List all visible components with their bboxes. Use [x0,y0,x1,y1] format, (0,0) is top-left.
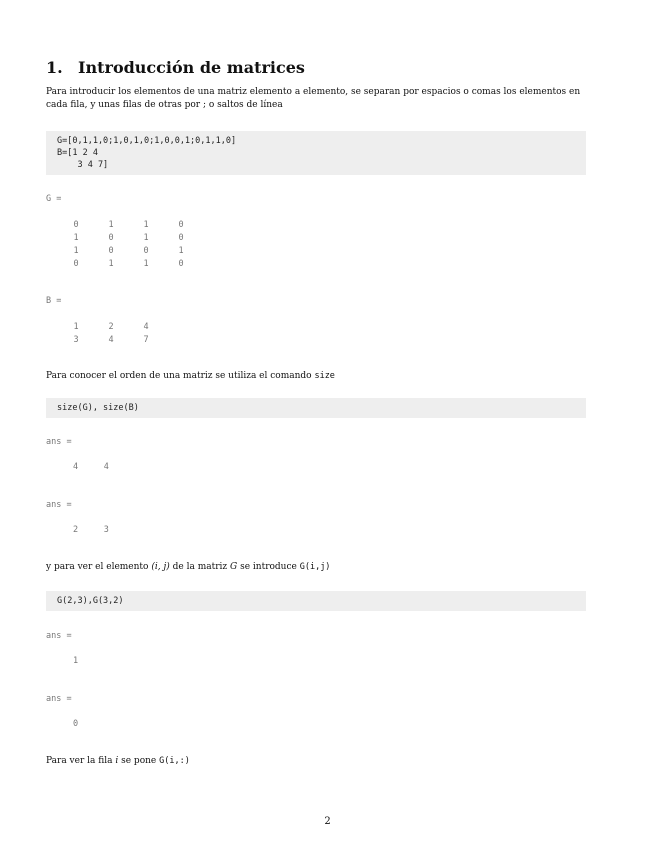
page-number: 2 [324,816,331,827]
row-text-a: Para ver la fila [46,756,113,766]
output-label-G: G = [46,194,62,204]
element-text-c: se introduce [240,562,297,572]
ans-label-3: ans = [46,631,72,641]
matrix-cell: 7 [143,335,149,345]
size-command: size [314,371,335,381]
element-text-b: de la matriz [172,562,228,572]
matrix-cell: 1 [143,259,149,269]
ans-label-4: ans = [46,694,72,704]
matrix-cell: 0 [143,246,149,256]
ans-label-1: ans = [46,437,72,447]
matrix-cell: 0 [73,259,79,269]
matrix-cell: 1 [108,220,114,230]
code-block-matrices: G=[0,1,1,0;1,0,1,0;1,0,0,1;0,1,1,0] B=[1 2 4 3 4 7] [46,131,586,175]
row-var: i [115,756,119,766]
row-command: G(i,:) [159,756,190,766]
element-math: (i, j) [151,562,170,572]
size-paragraph [46,370,586,383]
ans-values-4: 0 [73,719,79,729]
size-text: Para conocer el orden de una matriz se utiliza el comando [46,371,312,381]
matrix-cell: 4 [143,322,149,332]
element-command: G(i,j) [299,562,331,572]
section-number: 1. [46,58,63,77]
matrix-cell: 1 [73,322,79,332]
matrix-cell: 1 [143,220,149,230]
output-label-B: B = [46,296,62,306]
matrix-cell: 1 [73,246,79,256]
matrix-cell: 0 [108,233,114,243]
ans-values-2: 2 3 [73,525,109,535]
code-block-size: size(G), size(B) [46,398,586,418]
matrix-cell: 0 [178,233,184,243]
ans-label-2: ans = [46,500,72,510]
matrix-cell: 4 [108,335,114,345]
document-page [46,0,586,848]
element-var: G [230,562,238,572]
element-paragraph [46,561,586,574]
matrix-cell: 1 [178,246,184,256]
matrix-cell: 0 [178,220,184,230]
matrix-cell: 2 [108,322,114,332]
ans-values-1: 4 4 [73,462,109,472]
matrix-cell: 1 [108,259,114,269]
row-text-b: se pone [121,756,157,766]
matrix-cell: 1 [143,233,149,243]
code-block-element: G(2,3),G(3,2) [46,591,586,611]
element-text-a: y para ver el elemento [46,562,149,572]
matrix-cell: 1 [73,233,79,243]
intro-paragraph: Para introducir los elementos de una matriz elemento a elemento, se separan por espacios o comas los elementos en cada fila, y unas filas de otras por ; o saltos de línea [46,87,581,110]
row-paragraph [46,755,586,768]
ans-values-3: 1 [73,656,79,666]
matrix-cell: 0 [178,259,184,269]
section-heading [46,58,305,77]
matrix-cell: 0 [73,220,79,230]
matrix-cell: 0 [108,246,114,256]
section-title: Introducción de matrices [78,58,305,77]
matrix-cell: 3 [73,335,79,345]
